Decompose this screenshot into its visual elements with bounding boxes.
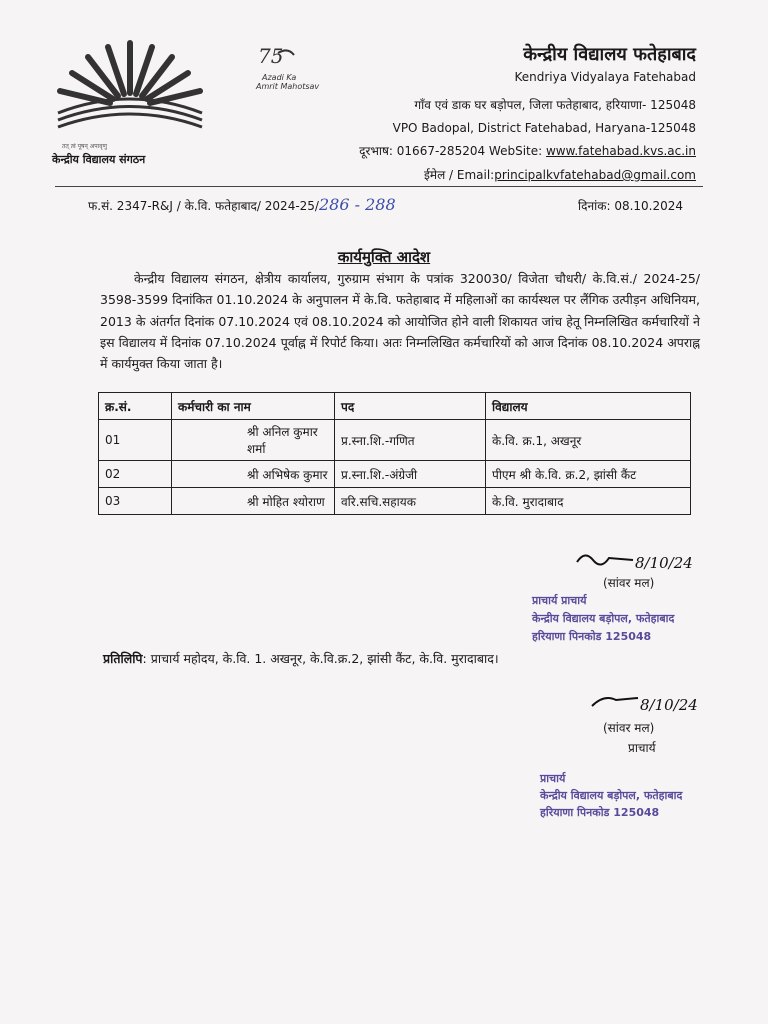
file-number: फ.सं. 2347-R&J / के.वि. फतेहाबाद/ 2024-25/ (88, 199, 319, 213)
col-serial: क्र.सं. (99, 393, 172, 420)
table-header-row (99, 393, 691, 420)
copy-label: प्रतिलिपि (103, 651, 143, 666)
cell-name: श्री अनिल कुमार शर्मा (172, 420, 335, 461)
col-school: विद्यालय (486, 393, 691, 420)
order-title: कार्यमुक्ति आदेश (337, 248, 431, 266)
stamp-2-line3: हरियाणा पिनकोड 125048 (540, 806, 660, 819)
letter-date: दिनांक: 08.10.2024 (578, 199, 684, 213)
cell-school: के.वि. क्र.1, अखनूर (486, 420, 691, 461)
cell-serial: 01 (99, 420, 172, 461)
cell-name: श्री अभिषेक कुमार (172, 461, 335, 488)
cell-post: प्र.स्ना.शि.-अंग्रेजी (335, 461, 486, 488)
order-body: केन्द्रीय विद्यालय संगठन, क्षेत्रीय कार्यालय, गुरुग्राम संभाग के पत्रांक 320030/ विजेता चौधरी/ के.वि.सं./ 2024-25/ 3598-3599 दिनांकित 01.10.2024 के अनुपालन में के.वि. फतेहाबाद में महिलाओं का कार्यस्थल पर लैंगिक उत्पीड़न अधिनियम, 2013 के अंतर्गत दिनांक 07.10.2024 एवं 08.10.2024 को आयोजित होने वाली शिकायत जांच हेतू निम्नलिखित कर्मचारियों ने इस विद्यालय में दिनांक 07.10.2024 पूर्वाह्न में रिपोर्ट किया। अतः निम्नलिखित कर्मचारियों को आज दिनांक 08.10.2024 अपराह्न में कार्यमुक्त किया जाता है। (100, 271, 700, 372)
azadi-line1: Azadi Ka (262, 73, 297, 82)
table-row (99, 461, 691, 488)
cell-school: के.वि. मुरादाबाद (486, 488, 691, 515)
azadi-logo (256, 45, 366, 91)
principal-stamp-2 (540, 770, 682, 821)
signatory-2-name: (सांवर मल) (603, 721, 655, 735)
svg-text:75: 75 (258, 45, 284, 68)
address-english: VPO Badopal, District Fatehabad, Haryana-125048 (392, 121, 696, 135)
table-row (99, 488, 691, 515)
stamp-2-line1: प्राचार्य (540, 772, 566, 785)
contact-line (359, 142, 696, 159)
stamp-1-line2: केन्द्रीय विद्यालय बड़ोपल, फतेहाबाद (532, 612, 675, 625)
org-name-hindi: केन्द्रीय विद्यालय संगठन (52, 153, 146, 166)
cell-serial: 03 (99, 488, 172, 515)
signatory-2-title: प्राचार्य (628, 741, 656, 755)
principal-stamp-1 (532, 592, 674, 646)
signature-1-date: 8/10/24 (635, 554, 693, 572)
address-hindi: गाँव एवं डाक घर बड़ोपल, जिला फतेहाबाद, हरियाणा- 125048 (414, 98, 696, 112)
cell-school: पीएम श्री के.वि. क्र.2, झांसी कैंट (486, 461, 691, 488)
cell-post: वरि.सचि.सहायक (335, 488, 486, 515)
azadi-line2: Amrit Mahotsav (256, 82, 320, 91)
signature-2-date: 8/10/24 (640, 696, 698, 714)
signature-scribble-icon (575, 548, 635, 568)
col-post: पद (335, 393, 486, 420)
cell-serial: 02 (99, 461, 172, 488)
phone-label: दूरभाष: 01667-285204 WebSite: (359, 144, 546, 158)
logo-motto: तत् त्वं पूषन् अपावृणु (62, 143, 107, 150)
signatory-1-name: (सांवर मल) (603, 576, 655, 590)
website-link[interactable]: www.fatehabad.kvs.ac.in (545, 144, 696, 158)
employee-table (98, 392, 691, 515)
table-row (99, 420, 691, 461)
stamp-1-line1: प्राचार्य प्राचार्य (532, 594, 587, 607)
stamp-1-line3: हरियाणा पिनकोड 125048 (532, 630, 652, 643)
file-reference (88, 195, 396, 214)
cell-name: श्री मोहित श्योराण (172, 488, 335, 515)
letterhead-divider (55, 186, 703, 187)
stamp-2-line2: केन्द्रीय विद्यालय बड़ोपल, फतेहाबाद (540, 789, 683, 802)
azadi-75-icon (256, 45, 296, 69)
signature-1 (575, 548, 693, 572)
cell-post: प्र.स्ना.शि.-गणित (335, 420, 486, 461)
copy-to (103, 650, 499, 667)
email-label: ईमेल / Email: (424, 168, 495, 182)
email-link[interactable]: principalkvfatehabad@gmail.com (494, 168, 696, 182)
signature-2 (590, 690, 698, 714)
school-name-english: Kendriya Vidyalaya Fatehabad (514, 70, 696, 84)
school-name-hindi: केन्द्रीय विद्यालय फतेहाबाद (523, 44, 696, 65)
email-line (424, 166, 696, 183)
copy-recipients: : प्राचार्य महोदय, के.वि. 1. अखनूर, के.वि.क्र.2, झांसी कैंट, के.वि. मुरादाबाद। (142, 651, 499, 666)
kvs-logo-icon (40, 25, 220, 140)
signature-scribble-icon (590, 690, 640, 710)
handwritten-dispatch-number: 286 - 288 (318, 195, 396, 214)
col-employee-name: कर्मचारी का नाम (172, 393, 335, 420)
